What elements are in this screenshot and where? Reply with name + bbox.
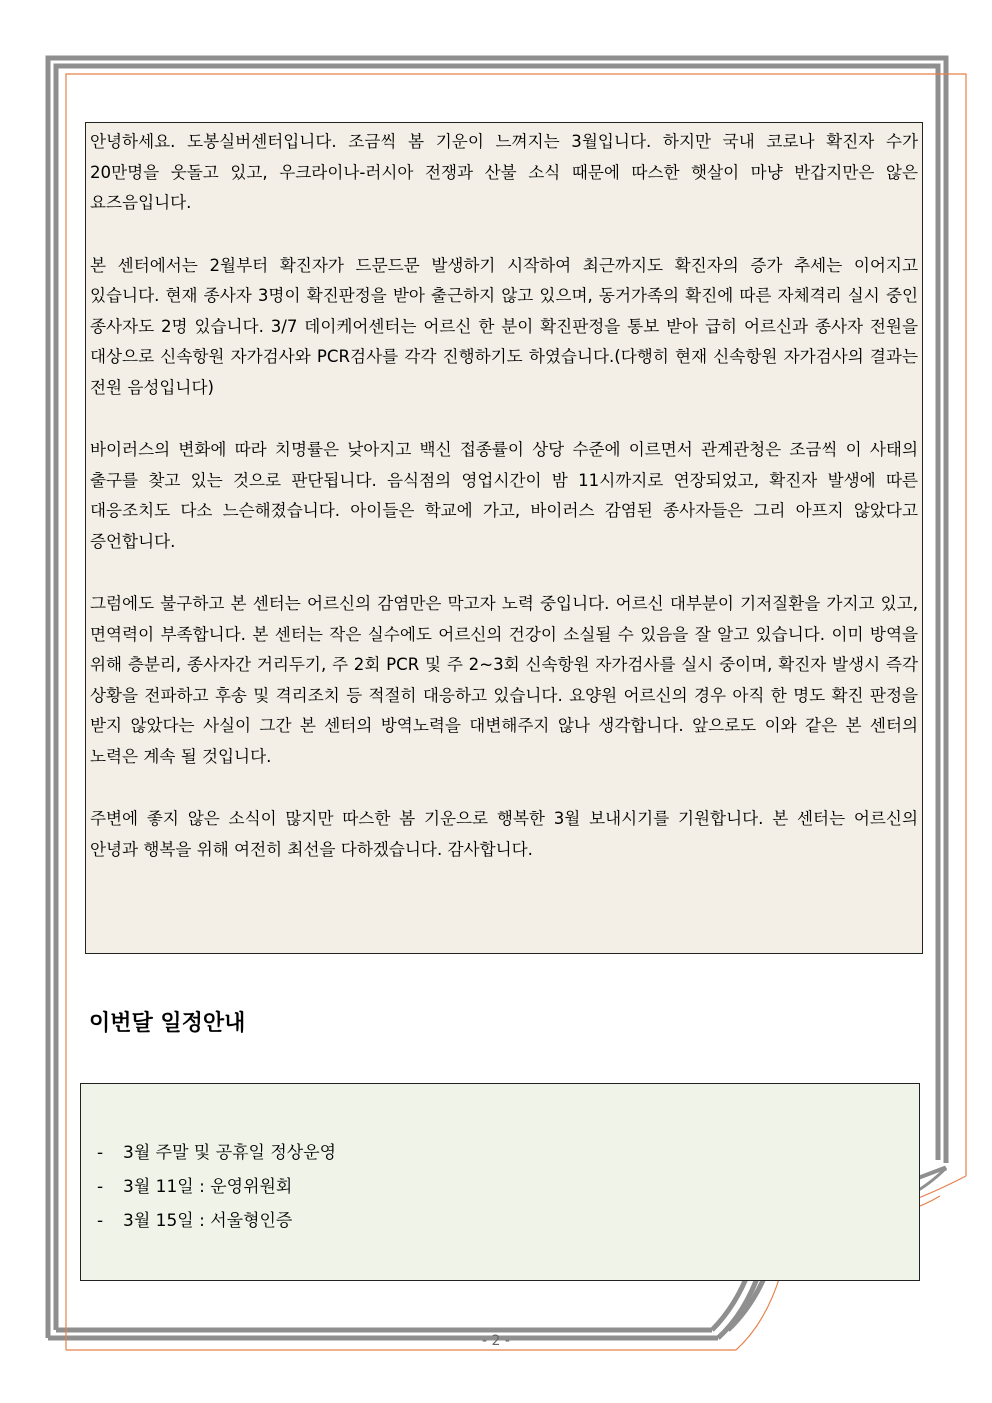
letter-paragraph-2: 본 센터에서는 2월부터 확진자가 드문드문 발생하기 시작하여 최근까지도 확진자의 증가 추세는 이어지고 있습니다. 현재 종사자 3명이 확진판정을 받아 출근하지 않고 있으며, 동거가족의 확진에 따른 자체격리 실시 중인 종사자도 2명 있습니다. 3/7 데이케어센터는 어르신 한 분이 확진판정을 통보 받아 급히 어르신과 종사자 전원을 대상으로 신속항원 자가검사와 PCR검사를 각각 진행하기도 하였습니다.(다행히 현재 신속항원 자가검사의 결과는 전원 음성입니다) — [90, 255, 918, 397]
bullet-dash: - — [97, 1143, 104, 1163]
bullet-dash: - — [97, 1211, 104, 1231]
schedule-item-text: 3월 15일 : 서울형인증 — [123, 1211, 293, 1231]
schedule-title: 이번달 일정안내 — [89, 1011, 246, 1036]
letter-paragraph-5: 주변에 좋지 않은 소식이 많지만 따스한 봄 기운으로 행복한 3월 보내시기를 기원합니다. 본 센터는 어르신의 안녕과 행복을 위해 여전히 최선을 다하겠습니다. 감사합니다. — [90, 809, 918, 859]
schedule-box — [80, 1083, 920, 1281]
letter-box — [85, 122, 923, 954]
schedule-item-text: 3월 11일 : 운영위원회 — [123, 1177, 293, 1197]
bullet-dash: - — [97, 1177, 104, 1197]
schedule-item — [97, 1170, 919, 1204]
schedule-item — [97, 1136, 919, 1170]
schedule-item — [97, 1204, 919, 1238]
letter-paragraph-3: 바이러스의 변화에 따라 치명률은 낮아지고 백신 접종률이 상당 수준에 이르면서 관계관청은 조금씩 이 사태의 출구를 찾고 있는 것으로 판단됩니다. 음식점의 영업시간이 밤 11시까지로 연장되었고, 확진자 발생에 따른 대응조치도 다소 느슨해졌습니다. 아이들은 학교에 가고, 바이러스 감염된 종사자들은 그리 아프지 않았다고 증언합니다. — [90, 440, 918, 551]
letter-paragraph-4: 그럼에도 불구하고 본 센터는 어르신의 감염만은 막고자 노력 중입니다. 어르신 대부분이 기저질환을 가지고 있고, 면역력이 부족합니다. 본 센터는 작은 실수에도 어르신의 건강이 소실될 수 있음을 잘 알고 있습니다. 이미 방역을 위해 층분리, 종사자간 거리두기, 주 2회 PCR 및 주 2~3회 신속항원 자가검사를 실시 중이며, 확진자 발생시 즉각 상황을 전파하고 후송 및 격리조치 등 적절히 대응하고 있습니다. 요양원 어르신의 경우 아직 한 명도 확진 판정을 받지 않았다는 사실이 그간 본 센터의 방역노력을 대변해주지 않나 생각합니다. 앞으로도 이와 같은 본 센터의 노력은 계속 될 것입니다. — [90, 594, 918, 766]
schedule-list — [97, 1136, 919, 1238]
page-number: - 2 - — [482, 1333, 510, 1349]
schedule-item-text: 3월 주말 및 공휴일 정상운영 — [123, 1143, 337, 1163]
letter-paragraph-1: 안녕하세요. 도봉실버센터입니다. 조금씩 봄 기운이 느껴지는 3월입니다. 하지만 국내 코로나 확진자 수가 20만명을 웃돌고 있고, 우크라이나-러시아 전쟁과 산불 소식 때문에 따스한 햇살이 마냥 반갑지만은 않은 요즈음입니다. — [90, 132, 918, 212]
